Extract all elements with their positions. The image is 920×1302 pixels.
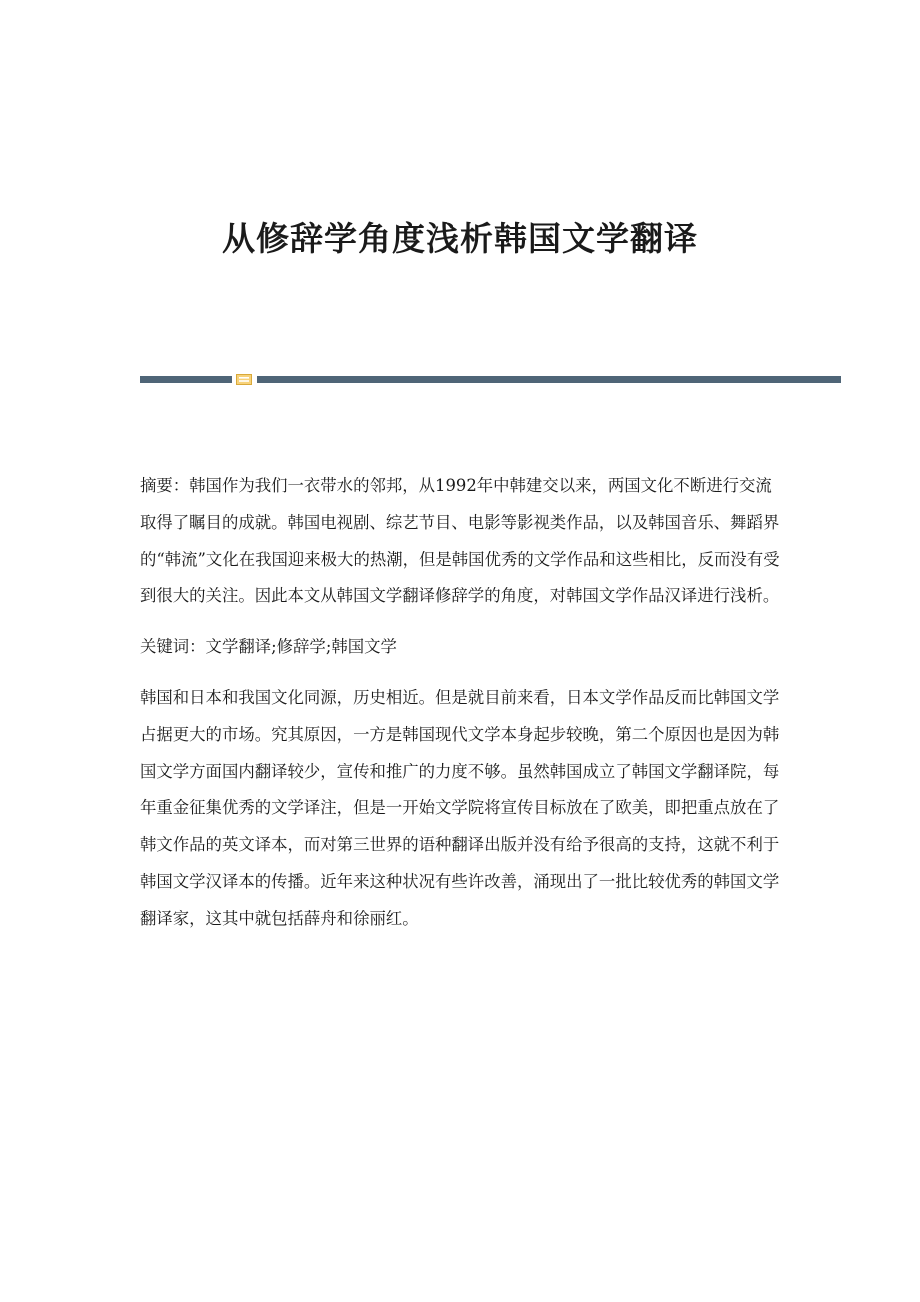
abstract-paragraph: 摘要：韩国作为我们一衣带水的邻邦，从1992年中韩建交以来，两国文化不断进行交流取得了瞩目的成就。韩国电视剧、综艺节目、电影等影视类作品，以及韩国音乐、舞蹈界的“韩流”文化在我国迎来极大的热潮，但是韩国优秀的文学作品和这些相比，反而没有受到很大的关注。因此本文从韩国文学翻译修辞学的角度，对韩国文学作品汉译进行浅析。 — [140, 476, 780, 606]
title-divider — [140, 374, 841, 384]
document-title: 从修辞学角度浅析韩国文学翻译 — [222, 219, 698, 258]
divider-ornament-icon — [236, 374, 252, 385]
divider-bar-left — [140, 376, 232, 383]
keywords-paragraph: 关键词：文学翻译;修辞学;韩国文学 — [140, 637, 397, 657]
document-body — [140, 468, 780, 952]
divider-bar-right — [257, 376, 841, 383]
body-paragraph: 韩国和日本和我国文化同源，历史相近。但是就目前来看，日本文学作品反而比韩国文学占据更大的市场。究其原因，一方是韩国现代文学本身起步较晚，第二个原因也是因为韩国文学方面国内翻译较少，宣传和推广的力度不够。虽然韩国成立了韩国文学翻译院，每年重金征集优秀的文学译注，但是一开始文学院将宣传目标放在了欧美，即把重点放在了韩文作品的英文译本，而对第三世界的语种翻译出版并没有给予很高的支持，这就不利于韩国文学汉译本的传播。近年来这种状况有些许改善，涌现出了一批比较优秀的韩国文学翻译家，这其中就包括薛舟和徐丽红。 — [140, 687, 780, 928]
